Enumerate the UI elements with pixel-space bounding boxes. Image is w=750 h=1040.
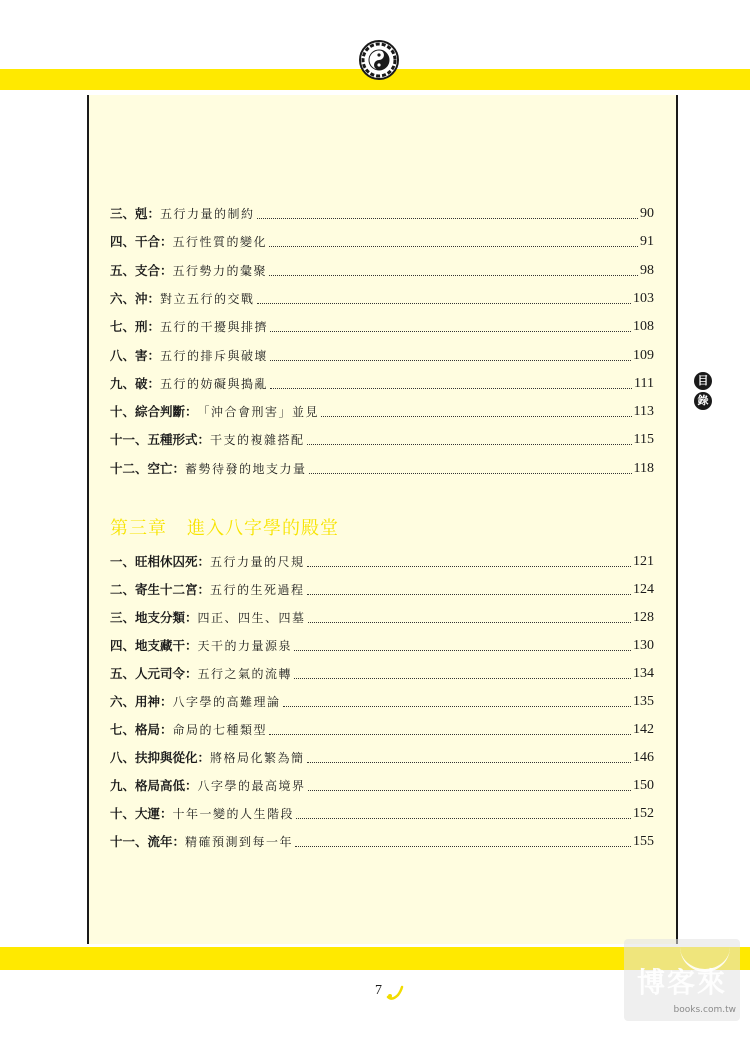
toc-dot-leader: [309, 472, 632, 474]
toc-entry[interactable]: [110, 551, 654, 571]
toc-entry-description: 「沖合會刑害」並見: [197, 405, 320, 420]
toc-entry[interactable]: [110, 429, 654, 449]
toc-dot-leader: [307, 443, 632, 445]
toc-entry-page: 152: [633, 806, 654, 821]
toc-entry-label: 七、格局：: [110, 722, 173, 737]
toc-entry-label: 十、大運：: [110, 806, 173, 821]
toc-entry[interactable]: [110, 831, 654, 851]
toc-dot-leader: [269, 733, 631, 735]
toc-entry-page: 146: [633, 750, 654, 765]
toc-entry-page: 135: [633, 694, 654, 709]
toc-entry[interactable]: [110, 231, 654, 251]
toc-entry-page: 108: [633, 319, 654, 335]
toc-entry-description: 八字學的最高境界: [197, 779, 306, 793]
toc-entry-label: 四、地支藏干：: [110, 638, 198, 653]
toc-entry-label: 八、害：: [110, 347, 161, 363]
toc-dot-leader: [294, 649, 631, 651]
toc-entry-description: 五行的干擾與排擠: [160, 320, 269, 335]
toc-entry-page: 142: [633, 722, 654, 737]
toc-dot-leader: [270, 359, 631, 361]
toc-entry-label: 二、寄生十二宮：: [110, 582, 211, 597]
side-tab-char: 目: [694, 372, 712, 390]
toc-entry-description: 五行力量的制約: [160, 207, 255, 221]
toc-dot-leader: [321, 415, 631, 417]
side-tab-contents: [694, 372, 712, 410]
toc-entry-description: 八字學的高難理論: [172, 695, 281, 709]
toc-entry-label: 十二、空亡：: [110, 460, 186, 476]
toc-entry[interactable]: [110, 260, 654, 280]
toc-entry[interactable]: [110, 373, 654, 393]
toc-entry[interactable]: [110, 345, 654, 365]
toc-entry-label: 九、破：: [110, 375, 161, 391]
toc-entry-description: 十年一變的人生階段: [172, 807, 295, 821]
toc-dot-leader: [257, 302, 631, 304]
toc-entry-label: 八、扶抑與從化：: [110, 750, 211, 765]
toc-entry-label: 六、沖：: [110, 290, 161, 306]
toc-dot-leader: [308, 789, 631, 791]
toc-entry-description: 五行的妨礙與搗亂: [160, 376, 269, 391]
toc-entry-label: 十、綜合判斷：: [110, 404, 198, 420]
toc-entry[interactable]: [110, 635, 654, 655]
toc-entry-description: 天干的力量源泉: [197, 639, 293, 653]
toc-entry-page: 150: [633, 778, 654, 793]
toc-dot-leader: [257, 217, 638, 219]
toc-entry-page: 90: [640, 206, 654, 221]
toc-entry-page: 155: [633, 834, 654, 849]
toc-entry-label: 四、干合：: [110, 234, 173, 250]
toc-entry-page: 134: [633, 666, 654, 681]
watermark-url: books.com.tw: [673, 1005, 736, 1015]
toc-dot-leader: [295, 845, 631, 847]
toc-dot-leader: [307, 565, 631, 567]
toc-entry-description: 五行的排斥與破壞: [160, 348, 269, 363]
toc-entry-description: 五行性質的變化: [172, 235, 268, 250]
toc-entry-description: 五行勢力的彙聚: [172, 263, 268, 278]
toc-dot-leader: [308, 621, 631, 623]
yin-yang-bagua-icon: [359, 40, 399, 80]
toc-entry-label: 七、刑：: [110, 319, 161, 335]
side-tab-char: 錄: [694, 392, 712, 410]
toc-dot-leader: [296, 817, 631, 819]
toc-dot-leader: [307, 761, 631, 763]
toc-entry-label: 五、人元司令：: [110, 666, 198, 681]
toc-entry-label: 十一、流年：: [110, 834, 186, 849]
toc-dot-leader: [283, 705, 631, 707]
toc-entry-description: 蓄勢待發的地支力量: [185, 461, 307, 476]
toc-entry-description: 五行力量的尺規: [210, 555, 305, 569]
toc-entry-page: 115: [633, 432, 654, 448]
watermark: [624, 939, 740, 1021]
toc-entry-page: 124: [633, 582, 654, 597]
toc-entry[interactable]: [110, 663, 654, 683]
toc-entry[interactable]: [110, 458, 654, 478]
toc-entry[interactable]: [110, 401, 654, 421]
toc-dot-leader: [307, 593, 631, 595]
toc-entry[interactable]: [110, 691, 654, 711]
toc-dot-leader: [270, 387, 632, 389]
crescent-mark-icon: [386, 985, 404, 1001]
toc-dot-leader: [269, 245, 638, 247]
toc-entry-description: 精確預測到每一年: [185, 835, 294, 849]
toc-entry-page: 130: [633, 638, 654, 653]
toc-entry-description: 五行的生死過程: [210, 583, 305, 597]
chapter-heading: [110, 514, 339, 540]
toc-entry-description: 對立五行的交戰: [160, 291, 255, 306]
page-number: 7: [375, 983, 382, 998]
toc-entry[interactable]: [110, 316, 654, 336]
toc-entry-label: 十一、五種形式：: [110, 432, 211, 448]
toc-entry-description: 命局的七種類型: [172, 723, 268, 737]
toc-entry-page: 118: [633, 460, 654, 476]
toc-entry-label: 一、旺相休囚死：: [110, 554, 211, 569]
watermark-logo-text: 博客來: [636, 966, 727, 999]
toc-entry-page: 103: [633, 290, 654, 306]
toc-entry-label: 五、支合：: [110, 262, 173, 278]
toc-entry[interactable]: [110, 579, 654, 599]
toc-entry[interactable]: [110, 288, 654, 308]
toc-entry-page: 113: [633, 404, 654, 420]
toc-entry[interactable]: [110, 775, 654, 795]
chapter-title: 進入八字學的殿堂: [187, 518, 339, 539]
toc-entry-label: 三、地支分類：: [110, 610, 198, 625]
toc-entry-page: 111: [634, 375, 654, 391]
toc-entry-page: 109: [633, 347, 654, 363]
toc-dot-leader: [270, 330, 631, 332]
toc-entry-label: 九、格局高低：: [110, 778, 198, 793]
toc-dot-leader: [269, 274, 638, 276]
toc-entry-description: 將格局化繁為簡: [210, 751, 305, 765]
toc-entry-page: 91: [640, 234, 654, 250]
toc-entry-label: 六、用神：: [110, 694, 173, 709]
chapter-number: 第三章: [110, 518, 167, 539]
toc-entry-page: 128: [633, 610, 654, 625]
toc-entry[interactable]: [110, 747, 654, 767]
toc-entry[interactable]: [110, 203, 654, 223]
toc-dot-leader: [294, 677, 631, 679]
toc-entry-page: 121: [633, 554, 654, 569]
toc-entry-page: 98: [640, 262, 654, 278]
toc-entry-description: 五行之氣的流轉: [197, 667, 293, 681]
toc-entry-label: 三、剋：: [110, 206, 161, 221]
toc-entry-description: 四正、四生、四墓: [197, 611, 306, 625]
toc-entry-description: 干支的複雜搭配: [210, 433, 305, 448]
toc-entry[interactable]: [110, 719, 654, 739]
toc-entry[interactable]: [110, 607, 654, 627]
toc-entry[interactable]: [110, 803, 654, 823]
